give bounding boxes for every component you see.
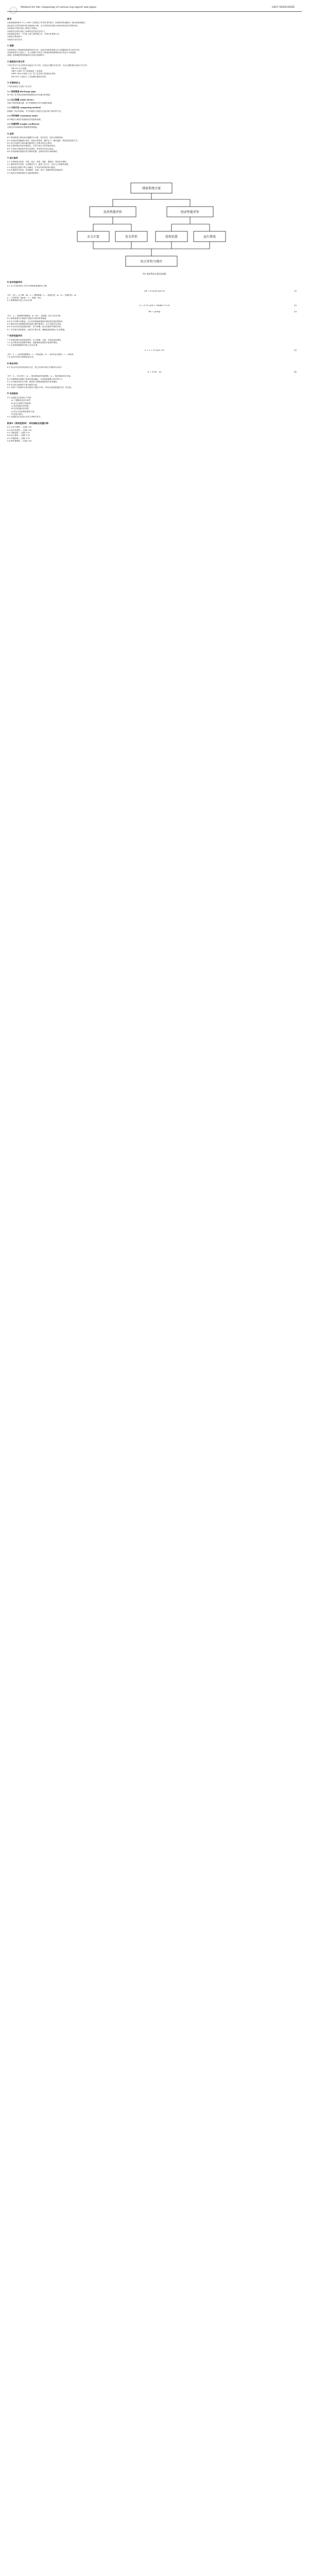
equation-text: λ = 0.11·(Δ/D + 68/Re)^0.25 — [139, 303, 170, 307]
front-matter — [7, 18, 302, 41]
flowchart-figure — [7, 180, 302, 278]
flow-label-bottom-2: 安全评价 — [125, 235, 138, 239]
section-line: 4.4 比较结果应形成书面报告，并作为设计文件的组成部分。 — [7, 145, 57, 147]
flow-label-mid-right: 经济性能评价 — [180, 210, 200, 214]
equation-number: (5) — [294, 349, 297, 351]
equation-text: ΔP = λ·(L/D)·(ρv²/2) — [144, 289, 165, 292]
equation-number: (1) — [294, 290, 297, 292]
appendix-a — [7, 422, 302, 443]
section-economic-evaluation — [7, 334, 302, 359]
term-heading: 3.2 出口装置 outlet device — [7, 98, 34, 101]
list-item: b) 参与比较的方案说明； — [11, 402, 32, 404]
equation-number: (2) — [294, 304, 297, 307]
term-definition: 安装于排放管道末端、用于控制排放方向与速度的装置。 — [7, 102, 54, 105]
term-heading: 3.4 评价指标 evaluation index — [7, 114, 38, 117]
appendix-line: A.3 初始投资 — 权重 0.20 — [7, 432, 30, 434]
section-line: 6.2 摩擦系数可按公式(2)计算： — [7, 299, 34, 302]
preface-heading: 前言 — [7, 18, 12, 20]
section-general — [7, 132, 302, 154]
page-header — [7, 3, 302, 12]
section-line: 8.1 综合评价宜采用加权评分法，按公式(4)计算各方案的综合得分： — [7, 366, 63, 368]
reference-item: GB/T 20801 压力管道规范 工业管道 — [11, 70, 42, 72]
preface-line: 本标准由全国石油化工标准化技术委员会归口。 — [7, 30, 46, 32]
section-heading: 附录A（资料性附录） 评价指标及权重示例 — [7, 421, 49, 425]
section-line: 6.6 安全评价应包括超压保护、防火防爆、防止回流等方面的内容。 — [7, 326, 63, 328]
list-item: f) 结论与建议。 — [11, 413, 25, 416]
reference-item: SH 3011 石油化工工艺装置布置设计规范 — [11, 75, 46, 78]
section-line: 式中：S — 综合得分；wᵢ — 第i项指标的权重系数；xᵢ — 第i项指标的评分值。 — [7, 375, 72, 378]
flow-label-top: 排放系统方案 — [142, 187, 161, 191]
document-body — [7, 14, 302, 2576]
appendix-line: A.4 运行费用 — 权重 0.15 — [7, 434, 30, 437]
section-line: 4.3 参与比较的方案应满足相同的工艺要求及安全要求。 — [7, 142, 54, 144]
section-line: 6.3 排放管道出口流速不应超过介质的临界流速。 — [7, 317, 48, 320]
section-line: 4.6 各项参数的取值应有可靠的依据，必要时应进行现场测试。 — [7, 150, 59, 153]
equation-number: (3) — [294, 310, 297, 313]
preface-line: 本标准由中国石油化工集团公司提出。 — [7, 27, 39, 30]
section-line: 5.4 环境条件应包括：环境温度、风速、风向、地震烈度及场地条件。 — [7, 169, 65, 172]
section-design-conditions — [7, 157, 302, 175]
figure-caption: 图1 排放系统方案比较流程 — [143, 272, 166, 275]
equation — [7, 369, 302, 375]
section-line: 7.4 经济评价的计算期宜取20年。 — [7, 356, 36, 359]
flow-connector-bottom — [93, 242, 210, 256]
equation — [7, 309, 302, 315]
term-heading: 3.3 比较方法 comparing method — [7, 106, 41, 109]
appendix-line: A.1 安全可靠性 — 权重 0.30 — [7, 426, 32, 429]
section-line: 本标准适用于石油化工、化工装置中各类压力管道及排放系统的设计比较与方案选择。 — [7, 51, 78, 54]
equation-text: Re = ρvD/μ — [148, 310, 161, 313]
section-heading: 5 设计条件 — [7, 156, 19, 159]
flowchart-diagram — [74, 180, 229, 270]
equation — [7, 347, 302, 353]
section-comprehensive-evaluation — [7, 362, 302, 389]
equation — [7, 288, 302, 294]
preface-line: 请注意本文件的某些内容可能涉及专利。本文件的发布机构不承担识别这些专利的责任。 — [7, 24, 80, 27]
section-line: 式中：C — 全寿命周期费用；I — 初始投资；Oₜ — 第t年运行费用；r — 折现率。 — [7, 353, 75, 355]
appendix-line: A.6 维护便利性 — 权重 0.05 — [7, 440, 32, 443]
section-line: 本标准规定了管道排放系统的比较方法，包括各类排放管道与出口装置的技术与经济评价。 — [7, 48, 81, 51]
section-heading: 8 综合评价 — [7, 362, 19, 365]
section-heading: 6 技术性能评价 — [7, 280, 23, 283]
section-line: 7.3 全寿命周期费用可按公式(5)计算： — [7, 344, 40, 347]
preface-line: 本标准为首次发布。 — [7, 38, 24, 41]
list-item: d) 经济性能评价结果； — [11, 408, 31, 410]
section-line: 4.2 比较前应明确设计条件，包括介质特性、操作压力、操作温度、排放量及排放方式。 — [7, 139, 79, 142]
section-line: 9.2 比较报告应由设计负责人审核并签字。 — [7, 416, 42, 418]
term-heading: 3.1 排放管道 discharge pipe — [7, 90, 36, 93]
preface-line: 本标准主要起草人： — [7, 36, 24, 38]
flow-label-bottom-3: 投资估算 — [165, 235, 178, 239]
section-line: 6.4 对于可燃气体排放，出口处的热辐射强度应满足相关规范的要求。 — [7, 320, 65, 323]
list-item: a) 工程概况及设计条件； — [11, 399, 32, 402]
preface-line: 本标准按照GB/T 1.1—2009《标准化工作导则 第1部分：标准的结构和编写》给出的规则起草。 — [7, 22, 87, 24]
section-heading: 4 总则 — [7, 132, 14, 135]
section-terms — [7, 81, 302, 129]
reference-item: GB 150 压力容器 — [11, 67, 27, 70]
equation-number: (4) — [294, 371, 297, 374]
header-title: Method for the comparing of various log export and pipes — [21, 6, 96, 9]
flow-connector-right — [171, 217, 210, 231]
section-line: 5.2 操作条件应包括：正常操作压力、最高工作压力、设计压力及操作温度。 — [7, 163, 70, 166]
section-line: 8.5 当两个方案的综合得分相差不超过5%时，应结合其他因素进行进一步比较。 — [7, 386, 73, 388]
section-line: 7.1 投资估算应包括管道材料、出口装置、支架、安装及检验费用。 — [7, 338, 63, 341]
section-heading: 3 术语和定义 — [7, 81, 21, 84]
section-line: 式中：Δ — 管壁绝对粗糙度，m；Re — 雷诺数，按公式(3)计算。 — [7, 314, 62, 317]
section-scope — [7, 44, 302, 57]
term-definition: 用于将工艺介质由设备或管道排放至安全地点的管道。 — [7, 94, 52, 96]
equation-text: C = I + Σ Oₜ/(1+r)ᵗ — [144, 348, 165, 351]
section-line: 5.3 排放量应按最不利工况确定，并考虑同时排放的可能性。 — [7, 166, 57, 168]
flow-label-bottom-4: 运行费用 — [203, 235, 216, 239]
section-line: 其他工业领域的排放管道设计比较可参照执行。 — [7, 54, 46, 57]
section-line: 5.5 排放点位置应满足安全距离的要求。 — [7, 172, 41, 174]
term-definition: 用于衡量方案技术性能和经济性能的参数。 — [7, 118, 43, 121]
reference-item: SH/T 3108 石油化工全厂性工艺及热力管道设计规范 — [11, 73, 56, 75]
section-heading: 2 规范性引用文件 — [7, 60, 25, 63]
equation — [7, 302, 302, 309]
preface-line: 本标准起草单位：中石化上海工程有限公司、中国石化集团公司。 — [7, 32, 61, 35]
section-line: 9.1 比较报告应包括以下内容： — [7, 396, 33, 399]
section-line: 6.1 水力计算应按公式(1)计算排放管道的压力降： — [7, 285, 49, 287]
section-line: 4.5 当采用计算机软件进行比较时，所用软件应经过验证。 — [7, 147, 56, 150]
section-line: 8.2 权重系数应根据工程具体情况确定，各项权重系数之和应等于1。 — [7, 378, 64, 380]
flow-connector-left — [93, 217, 131, 231]
section-line: ρ — 介质密度，kg/m³；v — 流速，m/s。 — [7, 297, 43, 299]
section-line: 6.5 噪声评价应按照排放时的最大噪声级进行，且不应超过允许值。 — [7, 323, 63, 326]
section-line: 下列文件对于本文件的应用是必不可少的。凡是注日期的引用文件，仅注日期的版本适用于本文件。 — [7, 64, 89, 67]
section-line: 下列术语和定义适用于本文件。 — [7, 86, 33, 88]
section-technical-evaluation — [7, 281, 302, 331]
section-line: 式中：ΔP — 压力降，Pa；λ — 摩擦系数；L — 管道长度，m；D — 管道内径，m； — [7, 294, 78, 296]
section-line: 8.4 综合得分最高的方案为推荐方案。 — [7, 383, 39, 386]
flow-label-mid-left: 技术性能评价 — [103, 210, 123, 214]
appendix-line: A.2 技术先进性 — 权重 0.20 — [7, 429, 32, 431]
section-heading: 9 比较报告 — [7, 392, 19, 395]
term-definition: 反映各评价指标相对重要程度的数值。 — [7, 126, 39, 129]
section-line: 6.7 对有毒介质的排放，应进行扩散计算，确保地面浓度低于允许限值。 — [7, 328, 66, 331]
flow-label-bottom-1: 水力计算 — [87, 235, 100, 239]
flow-connector-top — [113, 193, 190, 207]
flow-label-final: 综合评价与排序 — [140, 260, 163, 264]
section-line: 4.1 排放系统方案比较应遵循安全可靠、技术先进、经济合理的原则。 — [7, 137, 65, 139]
appendix-line: A.5 环境影响 — 权重 0.10 — [7, 437, 30, 439]
section-heading: 1 范围 — [7, 44, 14, 47]
section-line: 8.3 评分值宜采用百分制，按照各方案指标值的相对优劣确定。 — [7, 381, 59, 383]
section-line: 7.2 运行费用应包括维护费用、能耗费用及排放介质损失费用。 — [7, 342, 59, 344]
term-heading: 3.5 权重系数 weight coefficient — [7, 123, 40, 125]
list-item: e) 综合评价结果及推荐方案； — [11, 410, 36, 413]
section-line: 5.1 介质特性应包括：名称、组分、密度、黏度、腐蚀性、毒性及可燃性。 — [7, 160, 68, 163]
section-references — [7, 60, 302, 78]
header-standard-no: GB/T XXXX-XXXX — [271, 6, 295, 9]
equation-text: S = Σ (wᵢ · xᵢ) — [147, 370, 162, 374]
term-definition: 按照统一的评价指标，对不同排放方案进行定量分析与排序的方法。 — [7, 110, 63, 112]
list-item: c) 技术性能评价结果； — [11, 404, 30, 407]
section-report — [7, 392, 302, 419]
section-heading: 7 经济性能评价 — [7, 334, 23, 337]
